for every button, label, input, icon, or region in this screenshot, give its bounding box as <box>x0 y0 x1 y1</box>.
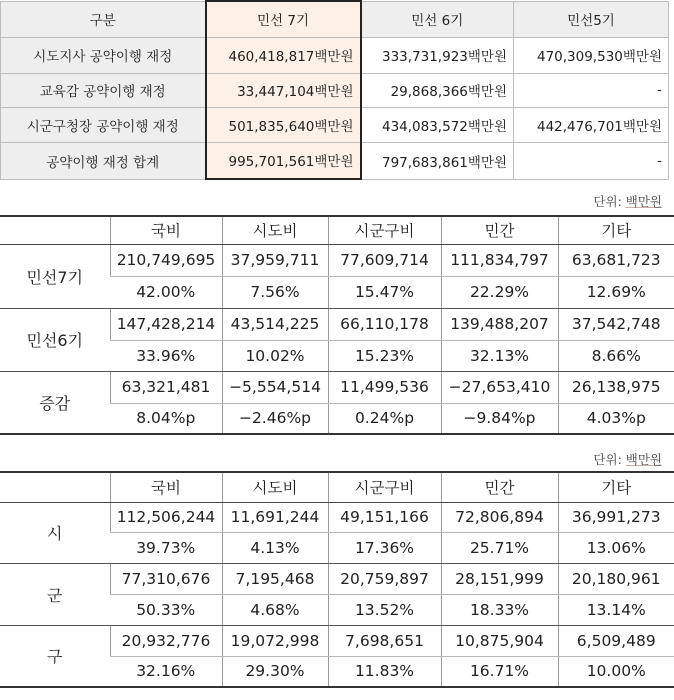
amount-cell: 77,609,714 <box>328 244 441 276</box>
amount-cell: 26,138,975 <box>558 371 674 403</box>
amount-cell: 139,488,207 <box>441 308 558 340</box>
ratio-cell: 16.71% <box>441 656 558 687</box>
amount-cell: 20,759,897 <box>328 563 441 594</box>
amount-cell: 7,698,651 <box>328 625 441 656</box>
cell-term7: 460,418,817백만원 <box>206 37 361 73</box>
amount-cell: 37,542,748 <box>558 308 674 340</box>
group-label: 군 <box>0 563 110 625</box>
ratio-cell: 7.56% <box>222 276 328 308</box>
cell-term7: 995,701,561백만원 <box>206 142 361 179</box>
funding-by-term-table <box>0 215 674 435</box>
header-term6: 민선 6기 <box>361 1 514 37</box>
amount-cell: 72,806,894 <box>441 502 558 532</box>
ratio-cell: 15.23% <box>328 340 441 371</box>
ratio-cell: 4.03%p <box>558 403 674 434</box>
amount-cell: 49,151,166 <box>328 502 441 532</box>
ratio-cell: 13.52% <box>328 594 441 625</box>
table-row <box>0 308 674 340</box>
ratio-cell: 42.00% <box>110 276 222 308</box>
amount-cell: 10,875,904 <box>441 625 558 656</box>
amount-cell: 20,180,961 <box>558 563 674 594</box>
amount-cell: 11,691,244 <box>222 502 328 532</box>
table-row <box>1 73 669 107</box>
amount-cell: −27,653,410 <box>441 371 558 403</box>
unit-note: 단위: 백만원 <box>593 452 662 467</box>
cell-term6: 797,683,861백만원 <box>361 142 514 179</box>
amount-cell: 37,959,711 <box>222 244 328 276</box>
ratio-cell: −2.46%p <box>222 403 328 434</box>
header-national: 국비 <box>110 216 222 244</box>
amount-cell: 111,834,797 <box>441 244 558 276</box>
header-term5: 민선5기 <box>514 1 669 37</box>
ratio-cell: −9.84%p <box>441 403 558 434</box>
ratio-cell: 15.47% <box>328 276 441 308</box>
table-row <box>1 107 669 142</box>
ratio-cell: 4.68% <box>222 594 328 625</box>
cell-term6: 434,083,572백만원 <box>361 107 514 142</box>
amount-cell: 43,514,225 <box>222 308 328 340</box>
amount-cell: 147,428,214 <box>110 308 222 340</box>
table-row <box>0 502 674 532</box>
header-other: 기타 <box>558 216 674 244</box>
ratio-cell: 22.29% <box>441 276 558 308</box>
ratio-cell: 39.73% <box>110 532 222 563</box>
cell-term6: 29,868,366백만원 <box>361 73 514 107</box>
header-provincial: 시도비 <box>222 216 328 244</box>
amount-cell: 63,681,723 <box>558 244 674 276</box>
header-other: 기타 <box>558 472 674 502</box>
row-label: 시군구청장 공약이행 재정 <box>1 107 206 142</box>
ratio-cell: 0.24%p <box>328 403 441 434</box>
ratio-cell: 17.36% <box>328 532 441 563</box>
row-label: 교육감 공약이행 재정 <box>1 73 206 107</box>
group-label: 민선7기 <box>0 244 110 308</box>
header-private: 민간 <box>441 216 558 244</box>
amount-cell: 112,506,244 <box>110 502 222 532</box>
amount-cell: 6,509,489 <box>558 625 674 656</box>
header-blank <box>0 216 110 244</box>
header-municipal: 시군구비 <box>328 216 441 244</box>
amount-cell: 7,195,468 <box>222 563 328 594</box>
ratio-cell: 13.14% <box>558 594 674 625</box>
cell-term7: 33,447,104백만원 <box>206 73 361 107</box>
ratio-cell: 32.16% <box>110 656 222 687</box>
ratio-cell: 10.02% <box>222 340 328 371</box>
table-row <box>0 625 674 656</box>
amount-cell: 63,321,481 <box>110 371 222 403</box>
amount-cell: 19,072,998 <box>222 625 328 656</box>
ratio-cell: 13.06% <box>558 532 674 563</box>
cell-term5: - <box>514 142 669 179</box>
table-row <box>0 371 674 403</box>
header-private: 민간 <box>441 472 558 502</box>
ratio-cell: 25.71% <box>441 532 558 563</box>
ratio-cell: 33.96% <box>110 340 222 371</box>
ratio-cell: 12.69% <box>558 276 674 308</box>
header-national: 국비 <box>110 472 222 502</box>
pledge-finance-table <box>0 0 668 178</box>
amount-cell: 77,310,676 <box>110 563 222 594</box>
ratio-cell: 8.04%p <box>110 403 222 434</box>
header-term7: 민선 7기 <box>206 1 361 37</box>
ratio-cell: 50.33% <box>110 594 222 625</box>
amount-cell: 28,151,999 <box>441 563 558 594</box>
amount-cell: 36,991,273 <box>558 502 674 532</box>
funding-by-locality-table <box>0 471 674 688</box>
group-label: 구 <box>0 625 110 687</box>
ratio-cell: 4.13% <box>222 532 328 563</box>
amount-cell: −5,554,514 <box>222 371 328 403</box>
group-label: 시 <box>0 502 110 563</box>
cell-term6: 333,731,923백만원 <box>361 37 514 73</box>
table-row <box>1 142 669 179</box>
group-label: 증감 <box>0 371 110 434</box>
cell-term5: 470,309,530백만원 <box>514 37 669 73</box>
ratio-cell: 32.13% <box>441 340 558 371</box>
header-category: 구분 <box>1 1 206 37</box>
amount-cell: 66,110,178 <box>328 308 441 340</box>
amount-cell: 20,932,776 <box>110 625 222 656</box>
ratio-cell: 11.83% <box>328 656 441 687</box>
header-blank <box>0 472 110 502</box>
unit-note: 단위: 백만원 <box>593 194 662 209</box>
group-label: 민선6기 <box>0 308 110 371</box>
cell-term7: 501,835,640백만원 <box>206 107 361 142</box>
cell-term5: - <box>514 73 669 107</box>
amount-cell: 210,749,695 <box>110 244 222 276</box>
table-row <box>0 563 674 594</box>
cell-term5: 442,476,701백만원 <box>514 107 669 142</box>
header-municipal: 시군구비 <box>328 472 441 502</box>
header-provincial: 시도비 <box>222 472 328 502</box>
table-row <box>1 37 669 73</box>
amount-cell: 11,499,536 <box>328 371 441 403</box>
ratio-cell: 8.66% <box>558 340 674 371</box>
ratio-cell: 18.33% <box>441 594 558 625</box>
ratio-cell: 29.30% <box>222 656 328 687</box>
table-row <box>0 244 674 276</box>
row-label: 시도지사 공약이행 재정 <box>1 37 206 73</box>
row-label: 공약이행 재정 합계 <box>1 142 206 179</box>
ratio-cell: 10.00% <box>558 656 674 687</box>
